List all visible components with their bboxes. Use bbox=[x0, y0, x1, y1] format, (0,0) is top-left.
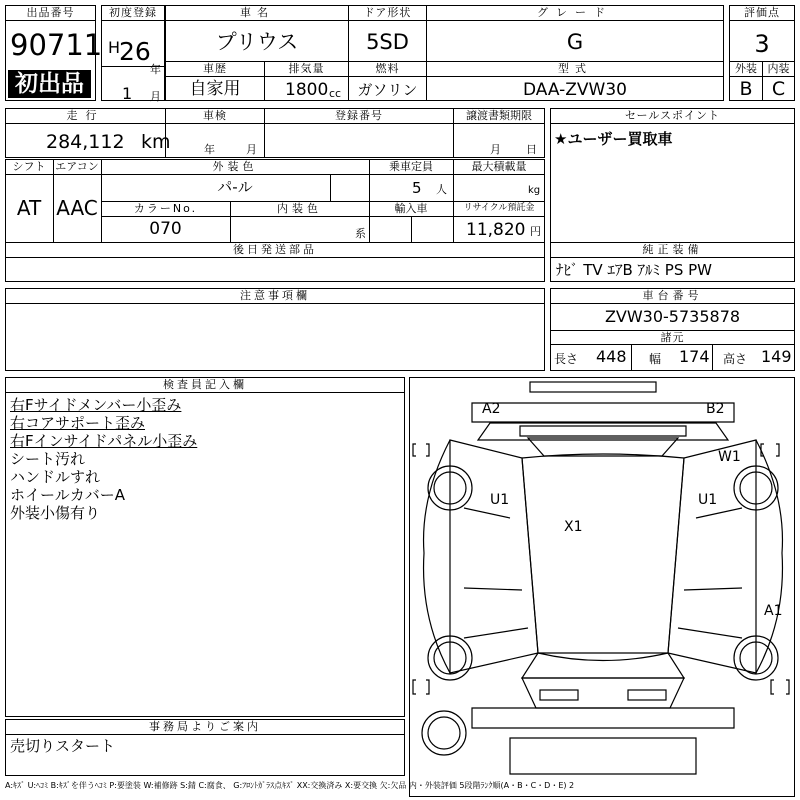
first-listing-badge: 初出品 bbox=[8, 70, 91, 98]
inspector-note: 外装小傷有り bbox=[10, 504, 101, 522]
damage-mark-a2: A2 bbox=[482, 401, 501, 417]
ext-grade-box bbox=[729, 61, 763, 101]
capacity: 5 bbox=[412, 179, 422, 197]
color-no: 070 bbox=[149, 219, 182, 239]
car-diagram bbox=[409, 377, 795, 797]
door-box bbox=[348, 5, 427, 62]
first-reg-month: 1 bbox=[122, 84, 133, 103]
inspector-label: 検査員記入欄 bbox=[6, 378, 404, 393]
ext-grade: B bbox=[739, 78, 753, 100]
door-label: ドア形状 bbox=[349, 6, 426, 21]
caution-box bbox=[5, 288, 545, 371]
lot-number: 90711 bbox=[10, 28, 103, 62]
model-label: 型式 bbox=[427, 62, 723, 77]
damage-mark-u1-right: U1 bbox=[698, 492, 718, 508]
fuel: ガソリン bbox=[357, 81, 418, 99]
inspection-box bbox=[165, 108, 265, 158]
inspector-note: ハンドルすれ bbox=[10, 468, 101, 486]
later-parts-label: 後日発送部品 bbox=[6, 243, 544, 258]
width: 174 bbox=[679, 347, 710, 366]
office-label: 事務局よりご案内 bbox=[6, 720, 404, 735]
ext-label: 外装 bbox=[730, 62, 762, 77]
model-box bbox=[426, 61, 724, 101]
caution-label: 注意事項欄 bbox=[6, 289, 544, 304]
transfer-box bbox=[453, 108, 545, 158]
inspection-label: 車検 bbox=[166, 109, 264, 124]
year-unit: 年 bbox=[150, 63, 161, 76]
grade-box bbox=[426, 5, 724, 62]
chassis-number: ZVW30-5735878 bbox=[604, 307, 741, 326]
mileage-unit: km bbox=[141, 131, 171, 153]
inspector-note: 右Fインサイドパネル小歪み bbox=[10, 432, 198, 450]
later-parts-box bbox=[5, 242, 545, 282]
damage-mark-b2: B2 bbox=[706, 401, 725, 417]
ac: AAC bbox=[56, 196, 98, 220]
sales-point-label: セールスポイント bbox=[551, 109, 794, 124]
chassis-label: 車台番号 bbox=[551, 289, 794, 304]
int-label: 内装 bbox=[763, 62, 794, 77]
ac-label: エアコン bbox=[55, 160, 99, 173]
displacement-label: 排気量 bbox=[265, 62, 348, 77]
max-load-label: 最大積載量 bbox=[471, 160, 527, 173]
history-label: 車歴 bbox=[166, 62, 264, 77]
height: 149 bbox=[761, 347, 792, 366]
insp-year-unit: 年 bbox=[204, 143, 215, 156]
inspector-box bbox=[5, 377, 405, 717]
first-reg-box bbox=[101, 5, 165, 101]
equipment-label: 純正装備 bbox=[551, 243, 794, 258]
capacity-unit: 人 bbox=[436, 183, 447, 196]
int-grade: C bbox=[771, 78, 786, 100]
office-message: 売切りスタート bbox=[10, 737, 116, 755]
score: 3 bbox=[754, 30, 770, 58]
equipment: ﾅﾋﾞ TV ｴｱB ｱﾙﾐ PS PW bbox=[556, 261, 712, 279]
score-box bbox=[729, 5, 795, 62]
specs-label: 諸元 bbox=[551, 331, 794, 345]
displacement-unit: cc bbox=[329, 87, 342, 100]
transfer-day-unit: 日 bbox=[526, 143, 537, 156]
score-label: 評価点 bbox=[730, 6, 794, 21]
car-name: プリウス bbox=[215, 30, 299, 54]
car-outline bbox=[410, 378, 796, 798]
lot-label: 出品番号 bbox=[6, 6, 95, 21]
height-label: 高さ bbox=[723, 352, 748, 366]
fuel-label: 燃料 bbox=[349, 62, 426, 77]
car-name-label: 車名 bbox=[166, 6, 348, 21]
damage-mark-w1: W1 bbox=[718, 449, 741, 465]
max-load-unit: kg bbox=[528, 185, 541, 196]
fuel-box bbox=[348, 61, 427, 101]
history: 自家用 bbox=[189, 79, 241, 99]
shift-label: シフト bbox=[12, 160, 46, 173]
office-box bbox=[5, 719, 405, 776]
reg-no-box bbox=[264, 108, 454, 158]
inspector-note: 右コアサポート歪み bbox=[10, 414, 146, 432]
sales-point-box bbox=[550, 108, 795, 243]
inspector-note: シート汚れ bbox=[10, 450, 86, 468]
lot-box bbox=[5, 5, 103, 101]
int-grade-box bbox=[762, 61, 795, 101]
equipment-box bbox=[550, 242, 795, 282]
exterior-color-label: 外装色 bbox=[212, 160, 258, 173]
damage-mark-a1: A1 bbox=[764, 603, 783, 619]
first-reg-year: 26 bbox=[119, 37, 151, 66]
import-label: 輸入車 bbox=[394, 202, 428, 215]
door-type: 5SD bbox=[366, 30, 409, 54]
damage-mark-u1-left: U1 bbox=[490, 492, 510, 508]
recycle-label: リサイクル預託金 bbox=[463, 203, 535, 213]
insp-month-unit: 月 bbox=[246, 143, 257, 156]
inspector-note: 右Fサイドメンバー小歪み bbox=[10, 396, 182, 414]
capacity-label: 乗車定員 bbox=[389, 160, 433, 173]
month-unit: 月 bbox=[150, 90, 161, 103]
interior-color-suffix: 系 bbox=[355, 227, 366, 240]
transfer-label: 譲渡書類期限 bbox=[454, 109, 544, 124]
exterior-color: パ-ル bbox=[217, 178, 253, 196]
mileage-label: 走行 bbox=[6, 109, 165, 124]
mileage-box bbox=[5, 108, 171, 158]
shift: AT bbox=[16, 196, 42, 220]
displacement-box bbox=[264, 61, 349, 101]
car-name-box bbox=[165, 5, 349, 62]
displacement: 1800 bbox=[285, 80, 329, 100]
length-label: 長さ bbox=[554, 352, 579, 366]
grade-label: グレード bbox=[427, 6, 723, 21]
transfer-month-unit: 月 bbox=[490, 143, 501, 156]
damage-mark-x1: X1 bbox=[564, 519, 583, 535]
width-label: 幅 bbox=[649, 352, 662, 366]
mileage: 284,112 bbox=[46, 131, 125, 153]
chassis-box bbox=[550, 288, 795, 371]
interior-color-label: 内装色 bbox=[277, 202, 322, 215]
legend: A:ｷｽﾞ U:ﾍｺﾐ B:ｷｽﾞを伴うﾍｺﾐ P:要塗装 W:補修跡 S:錆 C:腐食、 G:ﾌﾛﾝﾄｶﾞﾗｽ点ｷｽﾞ XX:交換済み X:要交換 欠:欠品 内・外装評価 5段階ﾗﾝｸ順(A・B・C・D・E) 2 bbox=[5, 781, 575, 790]
grade: G bbox=[566, 30, 584, 54]
model: DAA-ZVW30 bbox=[522, 80, 627, 100]
history-box bbox=[165, 61, 265, 101]
reg-no-label: 登録番号 bbox=[265, 109, 453, 124]
recycle-unit: 円 bbox=[530, 225, 541, 238]
inspector-note: ホイールカバーA bbox=[10, 486, 125, 504]
first-reg-label: 初度登録 bbox=[102, 6, 164, 21]
era: H bbox=[108, 38, 121, 57]
recycle-fee: 11,820 bbox=[466, 220, 526, 240]
length: 448 bbox=[596, 347, 627, 366]
sales-point: ★ユーザー買取車 bbox=[554, 130, 673, 148]
color-no-label: カラーNo. bbox=[133, 202, 198, 215]
